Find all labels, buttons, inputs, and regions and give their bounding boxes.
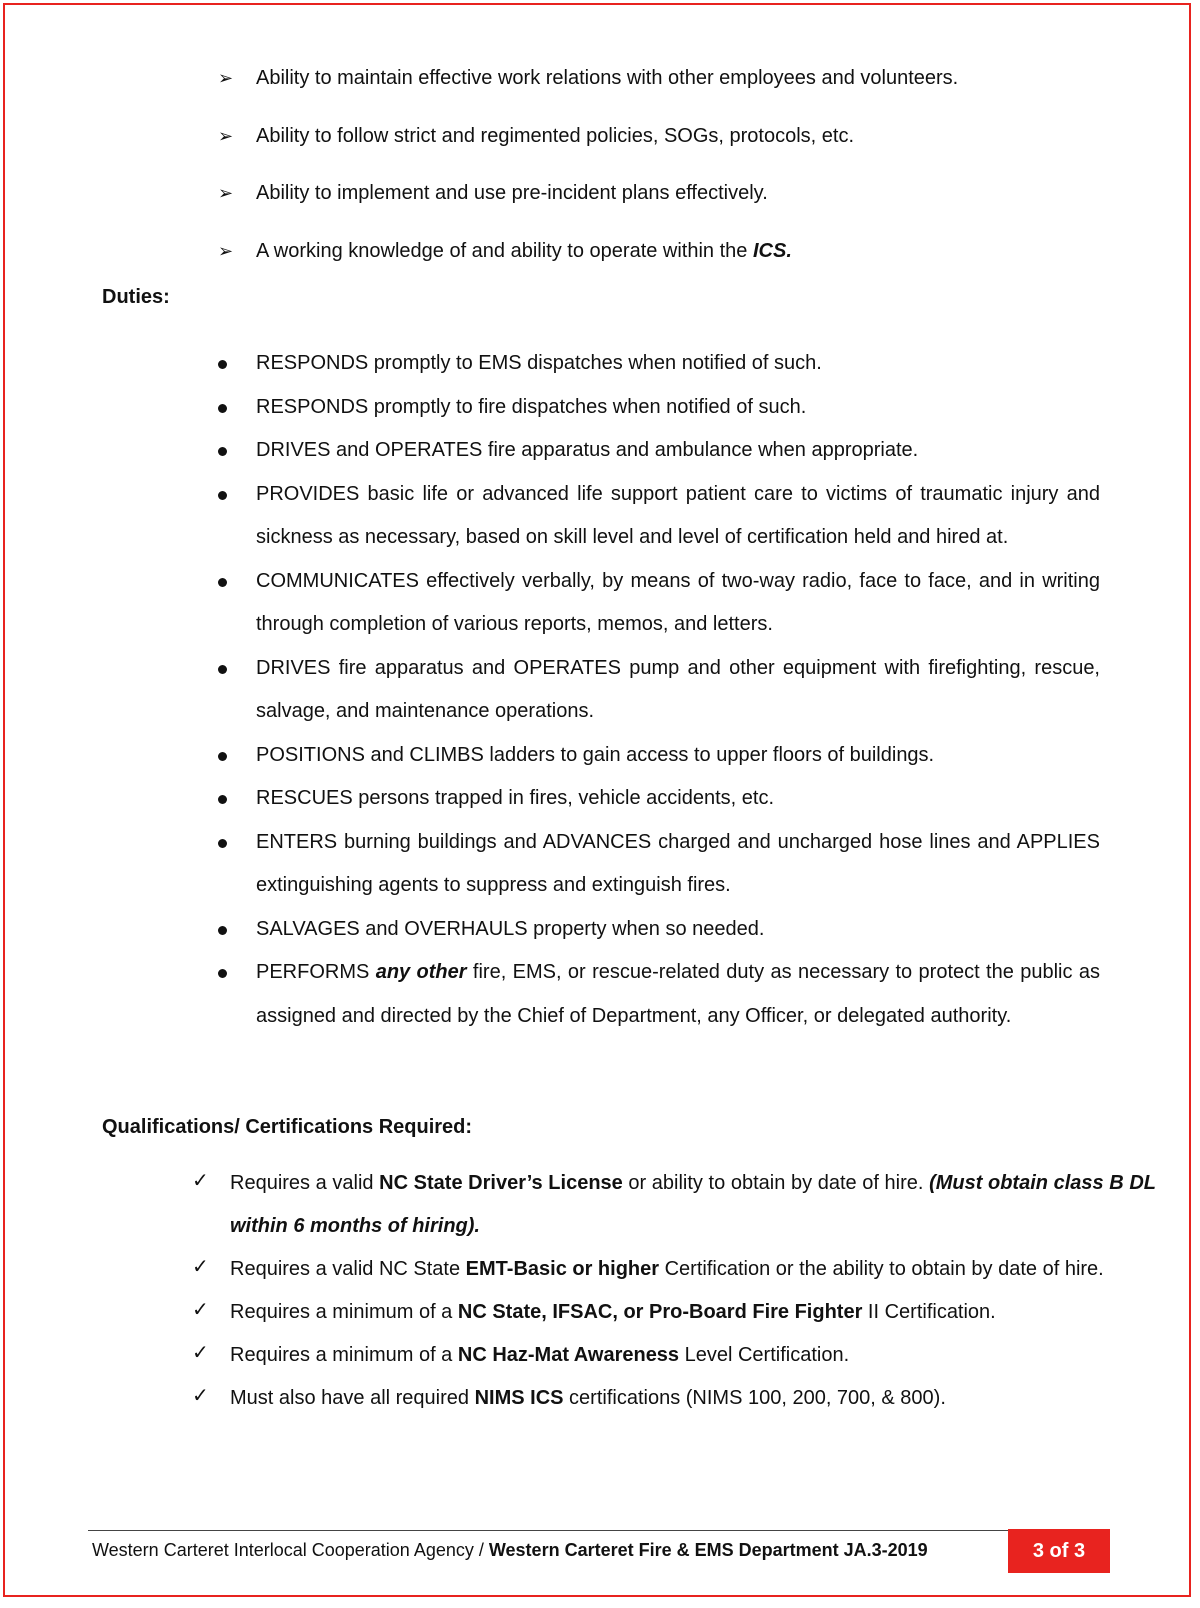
bold-text: NIMS ICS [474, 1387, 564, 1409]
list-item [210, 429, 1100, 473]
list-item-text: POSITIONS and CLIMBS ladders to gain access to upper floors of buildings. [256, 743, 935, 766]
arrow-bullet-icon: ➢ [218, 240, 234, 261]
duties-list [210, 342, 1100, 1038]
bullet-dot-icon [218, 404, 227, 413]
bold-text: NC Haz-Mat Awareness [457, 1344, 680, 1366]
abilities-list [218, 58, 1138, 288]
list-item-text: RESPONDS promptly to EMS dispatches when notified of such. [256, 352, 822, 374]
footer-divider [88, 1530, 1110, 1531]
list-item-text [256, 231, 792, 271]
footer-agency: Western Carteret Interlocal Cooperation Agency / [92, 1540, 489, 1560]
list-item [218, 173, 1138, 231]
bullet-dot-icon [218, 360, 227, 369]
bullet-dot-icon [218, 578, 227, 587]
bullet-dot-icon [218, 969, 227, 978]
list-item-text: PROVIDES basic life or advanced life support patient care to victims of traumatic injury and sickness as necessary, based on skill level and level of certification held and hired at. [256, 482, 1100, 548]
list-item-text: DRIVES and OPERATES fire apparatus and ambulance when appropriate. [256, 439, 919, 461]
text-run: Requires a minimum of a [230, 1301, 458, 1323]
arrow-bullet-icon: ➢ [218, 125, 234, 146]
list-item-text: Ability to implement and use pre-incident plans effectively. [256, 182, 768, 204]
text-run: or ability to obtain by date of hire. [622, 1172, 930, 1194]
duties-heading: Duties: [102, 286, 170, 308]
bullet-dot-icon [218, 447, 227, 456]
text-run: II Certification. [862, 1301, 996, 1323]
text-run: Requires a minimum of a [230, 1344, 458, 1366]
list-item [210, 342, 1100, 386]
arrow-bullet-icon: ➢ [218, 183, 234, 203]
list-item-text: Ability to maintain effective work relations with other employees and volunteers. [256, 67, 959, 89]
text-run: Level Certification. [679, 1344, 850, 1366]
list-item-text: SALVAGES and OVERHAULS property when so needed. [256, 917, 765, 940]
checkmark-icon: ✓ [192, 1170, 209, 1192]
text-run: A working knowledge of and ability to operate within the [256, 239, 753, 262]
checkmark-icon: ✓ [192, 1256, 209, 1278]
text-run: PERFORMS [256, 961, 376, 983]
list-item-text [230, 1334, 1156, 1377]
ics-emphasis: ICS. [752, 239, 792, 262]
list-item [218, 116, 1138, 174]
list-item [190, 1291, 1156, 1334]
list-item [210, 386, 1100, 430]
list-item-text: RESCUES persons trapped in fires, vehicle accidents, etc. [256, 787, 775, 809]
checkmark-icon: ✓ [192, 1342, 209, 1364]
footer-text [92, 1540, 928, 1561]
bullet-dot-icon [218, 926, 227, 935]
list-item [190, 1162, 1156, 1248]
bold-text: NC State Driver’s License [379, 1172, 623, 1194]
bold-text: NC State, IFSAC, or Pro-Board Fire Fighter [457, 1301, 863, 1323]
list-item [190, 1377, 1156, 1420]
list-item-text: ENTERS burning buildings and ADVANCES charged and uncharged hose lines and APPLIES extinguishing agents to suppress and extinguish fires. [256, 830, 1100, 896]
text-run: Requires a valid NC State [230, 1258, 466, 1280]
bullet-dot-icon [218, 839, 227, 848]
bullet-dot-icon [218, 795, 227, 804]
text-run: Certification or the ability to obtain by date of hire. [659, 1258, 1104, 1280]
list-item-text [230, 1377, 1156, 1420]
text-run: certifications (NIMS 100, 200, 700, & 800). [563, 1387, 946, 1409]
emphasis-text: any other [375, 961, 467, 983]
list-item-text [256, 951, 1100, 1038]
list-item-text [230, 1248, 1156, 1291]
list-item [210, 734, 1100, 778]
list-item [190, 1334, 1156, 1377]
list-item-text [230, 1291, 1156, 1334]
list-item [210, 908, 1100, 952]
list-item-text: RESPONDS promptly to fire dispatches when notified of such. [256, 395, 807, 418]
bullet-dot-icon [218, 752, 227, 761]
bullet-dot-icon [218, 665, 227, 674]
qualifications-list [190, 1162, 1156, 1420]
list-item [210, 821, 1100, 908]
list-item-text: Ability to follow strict and regimented policies, SOGs, protocols, etc. [256, 124, 855, 147]
text-run: fire, EMS, or rescue-related duty as necessary to protect the public as assigned and directed by the Chief of Department, any Officer, or delegated authority. [256, 961, 1100, 1027]
list-item [190, 1248, 1156, 1291]
list-item-text [230, 1162, 1156, 1248]
qualifications-heading: Qualifications/ Certifications Required: [102, 1116, 473, 1138]
arrow-bullet-icon: ➢ [218, 68, 234, 88]
text-run: Requires a valid [230, 1172, 380, 1194]
bullet-dot-icon [218, 491, 227, 500]
list-item-text: COMMUNICATES effectively verbally, by means of two-way radio, face to face, and in writing through completion of various reports, memos, and letters. [256, 569, 1100, 635]
footer-department: Western Carteret Fire & EMS Department JA.3-2019 [488, 1540, 928, 1560]
checkmark-icon: ✓ [192, 1385, 209, 1407]
list-item [210, 951, 1100, 1038]
list-item [210, 777, 1100, 821]
emphasis-text: (Must obtain class B DL within 6 months of hiring). [230, 1172, 1156, 1237]
page-number-badge: 3 of 3 [1008, 1529, 1110, 1573]
list-item [210, 560, 1100, 647]
list-item [210, 647, 1100, 734]
bold-text: EMT-Basic or higher [465, 1258, 660, 1280]
checkmark-icon: ✓ [192, 1299, 209, 1321]
list-item [218, 231, 1138, 289]
list-item-text: DRIVES fire apparatus and OPERATES pump and other equipment with firefighting, rescue, salvage, and maintenance operations. [256, 656, 1100, 722]
text-run: Must also have all required [230, 1387, 475, 1409]
list-item [218, 58, 1138, 116]
list-item [210, 473, 1100, 560]
